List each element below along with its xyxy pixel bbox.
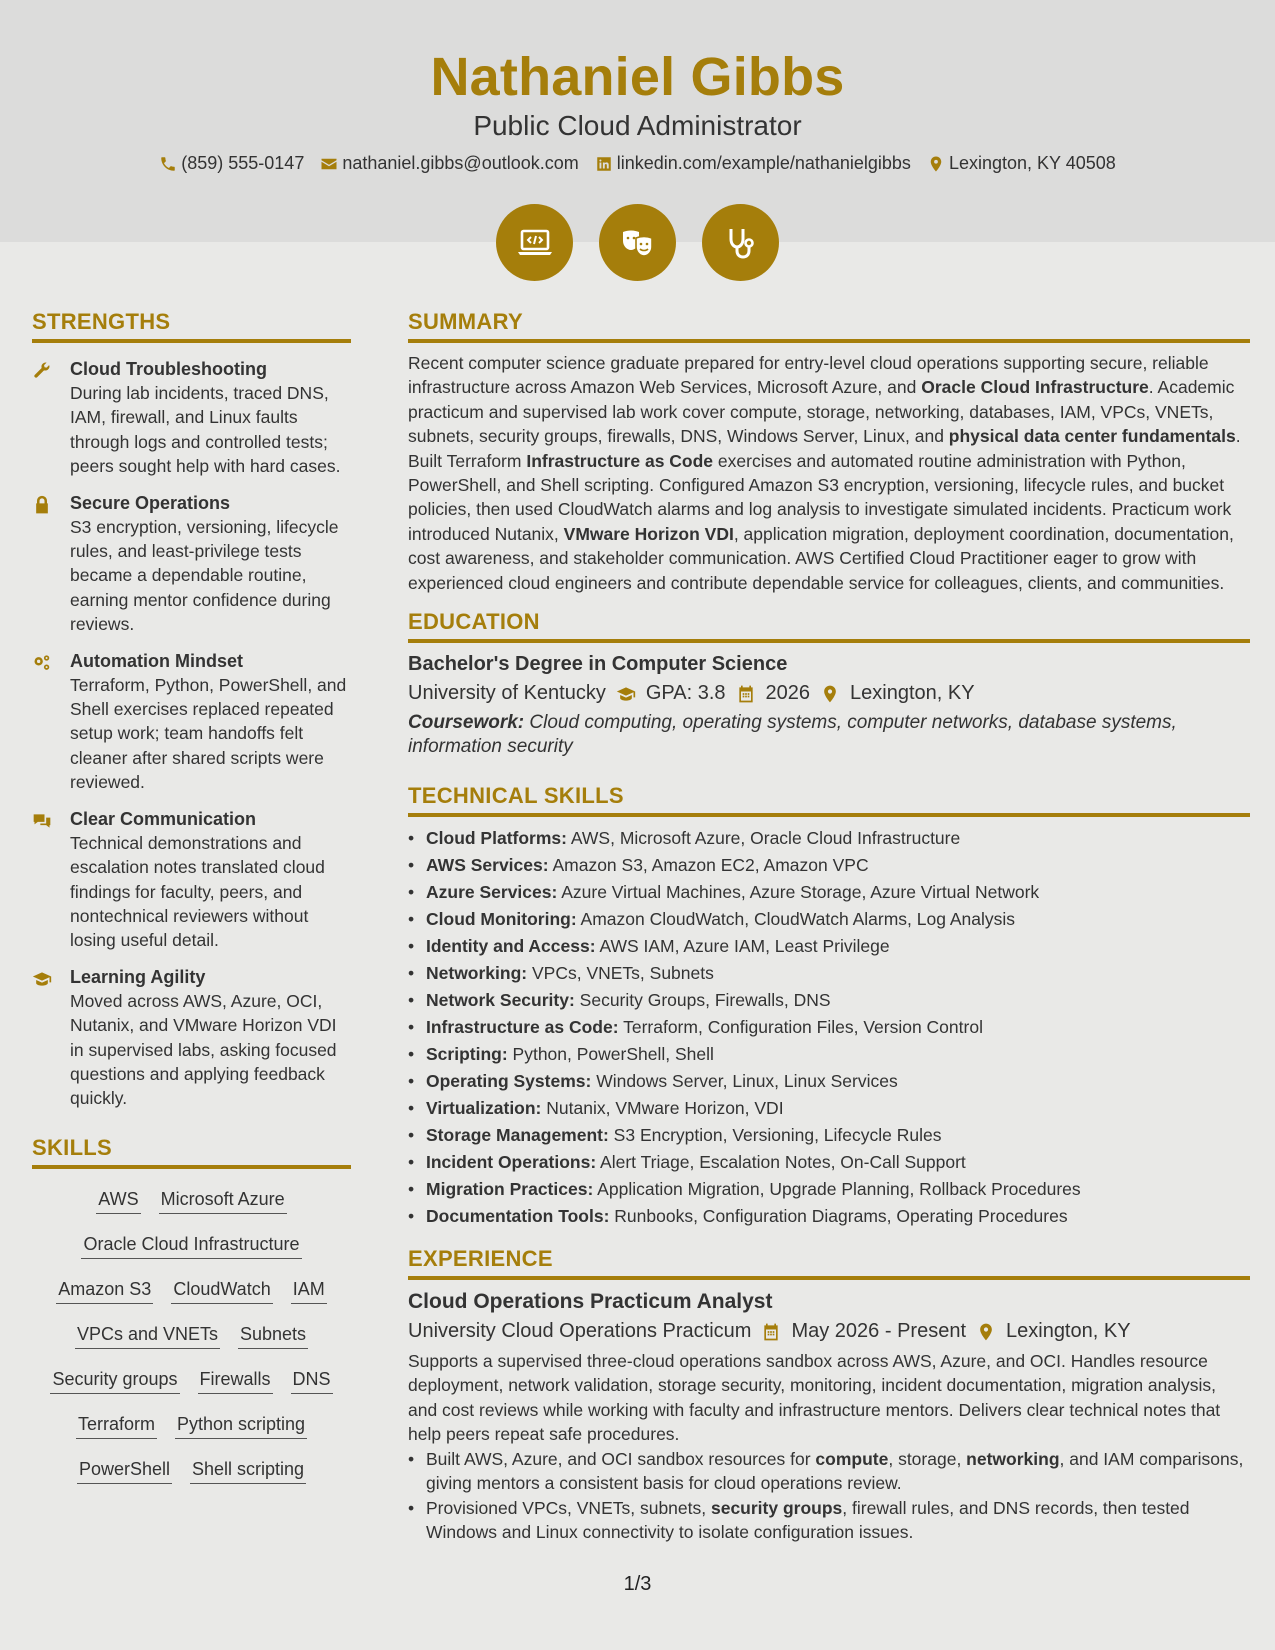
- skill-chip: IAM: [291, 1279, 327, 1304]
- technical-skill-values: AWS, Microsoft Azure, Oracle Cloud Infrastructure: [566, 828, 961, 849]
- lock-icon: [32, 495, 52, 515]
- coursework-label: Coursework:: [408, 712, 525, 734]
- stethoscope-badge: [702, 204, 779, 281]
- summary-fragment: exercises and automated routine administration with Python, PowerShell, and Shell scripting. Configured Amazon S3 encryption, versioning, lifecycle rules, and bucket policies, then used CloudWatch alarms and log analysis to investigate simulated incidents. Practicum work introduced Nutanix,: [408, 450, 1232, 544]
- technical-skill-item: [408, 987, 1250, 1014]
- bullet-fragment: Provisioned VPCs, VNETs, subnets,: [426, 1497, 711, 1518]
- skill-chip: Terraform: [76, 1414, 157, 1439]
- strength-description: During lab incidents, traced DNS, IAM, firewall, and Linux faults through logs and controlled tests; peers sought help with hard cases.: [70, 383, 341, 477]
- bullet-emphasis: security groups: [710, 1497, 843, 1518]
- candidate-title: Public Cloud Administrator: [473, 110, 802, 141]
- technical-skill-item: [408, 906, 1250, 933]
- technical-skill-category: AWS Services:: [426, 855, 549, 876]
- laptop-code-icon: [515, 223, 555, 263]
- technical-skill-category: Virtualization:: [426, 1098, 542, 1119]
- map-marker-icon: [976, 1322, 996, 1342]
- bullet-fragment: , storage,: [888, 1448, 967, 1469]
- graduation-cap-icon: [616, 684, 636, 704]
- technical-skill-category: Infrastructure as Code:: [426, 1017, 619, 1038]
- job-title: Cloud Operations Practicum Analyst: [408, 1290, 773, 1314]
- technical-skill-item: [408, 1149, 1250, 1176]
- strength-icon-wrap: [32, 357, 56, 479]
- job-meta: [408, 1320, 1250, 1343]
- summary-heading: SUMMARY: [408, 309, 1250, 343]
- degree-name: Bachelor's Degree in Computer Science: [408, 653, 788, 676]
- envelope-icon: [320, 155, 338, 173]
- education-location: Lexington, KY: [850, 682, 975, 705]
- skill-row: [32, 1224, 351, 1269]
- technical-skills-list: [408, 825, 1250, 1230]
- job-bullet: [408, 1496, 1250, 1545]
- experience-heading: EXPERIENCE: [408, 1246, 1250, 1280]
- strength-name: Secure Operations: [70, 492, 231, 513]
- strength-item: [32, 357, 351, 479]
- skill-chip: Amazon S3: [56, 1279, 153, 1304]
- strength-body: [70, 807, 351, 953]
- skill-row: [32, 1449, 351, 1494]
- job-bullets: [408, 1447, 1250, 1545]
- strength-item: [32, 965, 351, 1111]
- technical-skill-category: Azure Services:: [426, 882, 558, 903]
- skill-row: [32, 1179, 351, 1224]
- job-bullet: [408, 1447, 1250, 1496]
- technical-skill-category: Incident Operations:: [426, 1152, 597, 1173]
- skill-chip: Oracle Cloud Infrastructure: [81, 1234, 301, 1259]
- linkedin-icon: [595, 155, 613, 173]
- bullet-emphasis: compute: [815, 1448, 889, 1469]
- technical-skill-values: Runbooks, Configuration Diagrams, Operating Procedures: [609, 1206, 1068, 1227]
- technical-skill-values: Amazon S3, Amazon EC2, Amazon VPC: [548, 855, 869, 876]
- skill-row: [32, 1404, 351, 1449]
- technical-skill-values: Security Groups, Firewalls, DNS: [574, 990, 831, 1011]
- summary-fragment: . Academic practicum and supervised lab work cover compute, storage, networking, databases, IAM, VPCs, VNETs, subnets, security groups, firewalls, DNS, Windows Server, Linux, and: [408, 377, 1235, 447]
- skill-chip: Firewalls: [198, 1369, 273, 1394]
- bullet-fragment: Built AWS, Azure, and OCI sandbox resources for: [426, 1448, 816, 1469]
- technical-skill-category: Cloud Monitoring:: [426, 909, 577, 930]
- technical-skill-item: [408, 879, 1250, 906]
- education-meta: [408, 682, 1250, 705]
- interest-badges: [496, 204, 779, 281]
- technical-skill-item: [408, 1041, 1250, 1068]
- summary-fragment: , application migration, deployment coordination, documentation, cost awareness, and stakeholder communication. AWS Certified Cloud Practitioner eager to grow with experienced cloud engineers and contribute dependable service for colleagues, clients, and communities.: [408, 523, 1234, 593]
- technical-skill-item: [408, 1095, 1250, 1122]
- strength-description: S3 encryption, versioning, lifecycle rules, and least-privilege tests became a dependable routine, earning mentor confidence during reviews.: [70, 516, 339, 635]
- graduation-cap-icon: [32, 969, 52, 989]
- technical-skill-category: Migration Practices:: [426, 1179, 594, 1200]
- coursework: [408, 711, 1250, 759]
- skill-row: [32, 1269, 351, 1314]
- technical-skill-values: Nutanix, VMware Horizon, VDI: [541, 1098, 784, 1119]
- strength-item: [32, 649, 351, 795]
- technical-skill-category: Cloud Platforms:: [426, 828, 567, 849]
- technical-skill-item: [408, 1122, 1250, 1149]
- wrench-icon: [32, 361, 52, 381]
- strength-body: [70, 649, 351, 795]
- technical-skill-category: Storage Management:: [426, 1125, 609, 1146]
- strength-body: [70, 357, 351, 479]
- technical-skill-values: VPCs, VNETs, Subnets: [527, 963, 714, 984]
- technical-skill-category: Identity and Access:: [426, 936, 596, 957]
- bullet-fragment: , firewall rules, and DNS records, then tested Windows and Linux connectivity to isolate configuration issues.: [426, 1497, 1190, 1542]
- technical-skill-item: [408, 960, 1250, 987]
- contact-location: [927, 153, 1116, 174]
- summary-text: [408, 351, 1250, 595]
- strengths-list: [32, 357, 351, 1111]
- skills-chips: [32, 1179, 351, 1494]
- strengths-heading: STRENGTHS: [32, 309, 351, 343]
- technical-skill-values: Python, PowerShell, Shell: [507, 1044, 714, 1065]
- technical-skill-values: S3 Encryption, Versioning, Lifecycle Rules: [608, 1125, 942, 1146]
- summary-emphasis: physical data center fundamentals: [948, 426, 1236, 447]
- job-description: Supports a supervised three-cloud operations sandbox across AWS, Azure, and OCI. Handles resource deployment, network validation, storage security, monitoring, incident documentation, migration analysis, and cost reviews while working with faculty and infrastructure mentors. Delivers clear technical notes that help peers repeat safe procedures.: [408, 1351, 1221, 1445]
- technical-skill-values: AWS IAM, Azure IAM, Least Privilege: [595, 936, 890, 957]
- summary-emphasis: VMware Horizon VDI: [563, 523, 734, 544]
- skill-chip: Subnets: [238, 1324, 308, 1349]
- skill-row: [32, 1359, 351, 1404]
- strength-name: Clear Communication: [70, 808, 257, 829]
- technical-skill-item: [408, 933, 1250, 960]
- skill-chip: CloudWatch: [171, 1279, 272, 1304]
- strength-icon-wrap: [32, 491, 56, 637]
- skill-row: [32, 1314, 351, 1359]
- skill-chip: VPCs and VNETs: [75, 1324, 220, 1349]
- technical-skill-category: Network Security:: [426, 990, 575, 1011]
- theater-masks-icon: [618, 223, 658, 263]
- contact-linkedin[interactable]: [595, 153, 911, 174]
- technical-skill-values: Azure Virtual Machines, Azure Storage, Azure Virtual Network: [557, 882, 1040, 903]
- skill-chip: AWS: [96, 1189, 140, 1214]
- email-text: nathaniel.gibbs@outlook.com: [342, 153, 579, 173]
- strength-name: Learning Agility: [70, 966, 206, 987]
- skill-chip: Shell scripting: [190, 1459, 306, 1484]
- technical-skill-item: [408, 1068, 1250, 1095]
- strength-name: Cloud Troubleshooting: [70, 359, 267, 379]
- technical-skill-category: Networking:: [426, 963, 528, 984]
- strength-description: Technical demonstrations and escalation notes translated cloud findings for faculty, peers, and nontechnical reviewers without losing useful detail.: [70, 832, 325, 951]
- summary-fragment: Recent computer science graduate prepared for entry-level cloud operations supporting secure, reliable infrastructure across Amazon Web Services, Microsoft Azure, and: [408, 353, 1209, 398]
- technical-skill-values: Application Migration, Upgrade Planning, Rollback Procedures: [593, 1179, 1081, 1200]
- strength-item: [32, 807, 351, 953]
- linkedin-text: linkedin.com/example/nathanielgibbs: [616, 153, 911, 173]
- job-location: Lexington, KY: [1006, 1320, 1131, 1343]
- left-column: [32, 309, 351, 1494]
- comments-icon: [32, 811, 52, 831]
- strength-body: [70, 491, 351, 637]
- strength-description: Terraform, Python, PowerShell, and Shell exercises replaced repeated setup work; team handoffs felt cleaner after shared scripts were reviewed.: [70, 674, 347, 793]
- map-marker-icon: [820, 684, 840, 704]
- location-text: Lexington, KY 40508: [948, 153, 1116, 173]
- stethoscope-icon: [721, 223, 761, 263]
- calendar-icon: [761, 1322, 781, 1342]
- summary-emphasis: Oracle Cloud Infrastructure: [921, 377, 1149, 398]
- contact-phone[interactable]: [159, 153, 304, 174]
- strength-item: [32, 491, 351, 637]
- grad-year: 2026: [765, 682, 811, 705]
- skill-chip: Security groups: [50, 1369, 179, 1394]
- education-heading: EDUCATION: [408, 609, 1250, 643]
- strength-body: [70, 965, 351, 1111]
- bullet-emphasis: networking: [966, 1448, 1060, 1469]
- technical-skill-values: Windows Server, Linux, Linux Services: [591, 1071, 898, 1092]
- strength-name: Automation Mindset: [70, 650, 243, 671]
- skill-chip: PowerShell: [77, 1459, 172, 1484]
- calendar-icon: [736, 684, 756, 704]
- bullet-fragment: , and IAM comparisons, giving mentors a consistent basis for cloud operations review.: [426, 1448, 1244, 1494]
- candidate-name: Nathaniel Gibbs: [430, 47, 845, 107]
- phone-icon: [159, 155, 177, 173]
- right-column: [408, 309, 1250, 1544]
- map-marker-icon: [927, 155, 945, 173]
- coursework-text: Cloud computing, operating systems, computer networks, database systems, information security: [408, 712, 1177, 758]
- phone-text: (859) 555-0147: [181, 153, 305, 173]
- technical-skill-category: Operating Systems:: [426, 1071, 592, 1092]
- skill-chip: Microsoft Azure: [159, 1189, 287, 1214]
- gears-icon: [32, 653, 52, 673]
- technical-skill-category: Documentation Tools:: [426, 1206, 610, 1227]
- theater-masks-badge: [599, 204, 676, 281]
- skill-chip: DNS: [291, 1369, 333, 1394]
- laptop-code-badge: [496, 204, 573, 281]
- technical-skill-item: [408, 852, 1250, 879]
- contact-email[interactable]: [320, 153, 578, 174]
- school-name: University of Kentucky: [408, 682, 606, 705]
- strength-icon-wrap: [32, 649, 56, 795]
- technical-skill-item: [408, 825, 1250, 852]
- strength-description: Moved across AWS, Azure, OCI, Nutanix, and VMware Horizon VDI in supervised labs, asking focused questions and applying feedback quickly.: [70, 990, 337, 1109]
- gpa-text: GPA: 3.8: [645, 682, 726, 705]
- contact-bar: [0, 153, 1275, 174]
- technical-skill-item: [408, 1176, 1250, 1203]
- technical-skill-values: Terraform, Configuration Files, Version Control: [618, 1017, 983, 1038]
- skills-heading: SKILLS: [32, 1135, 351, 1169]
- technical-skill-item: [408, 1203, 1250, 1230]
- strength-icon-wrap: [32, 965, 56, 1111]
- page-number: 1/3: [623, 1573, 652, 1595]
- technical-skill-item: [408, 1014, 1250, 1041]
- technical-skill-values: Amazon CloudWatch, CloudWatch Alarms, Log Analysis: [576, 909, 1016, 930]
- technical-skill-values: Alert Triage, Escalation Notes, On-Call Support: [596, 1152, 966, 1173]
- job-dates: May 2026 - Present: [791, 1320, 966, 1343]
- job-org: University Cloud Operations Practicum: [408, 1320, 752, 1343]
- technical-skills-heading: TECHNICAL SKILLS: [408, 783, 1250, 817]
- summary-fragment: . Built Terraform: [408, 426, 1241, 471]
- technical-skill-category: Scripting:: [426, 1044, 508, 1065]
- strength-icon-wrap: [32, 807, 56, 953]
- skill-chip: Python scripting: [175, 1414, 307, 1439]
- summary-emphasis: Infrastructure as Code: [526, 450, 714, 471]
